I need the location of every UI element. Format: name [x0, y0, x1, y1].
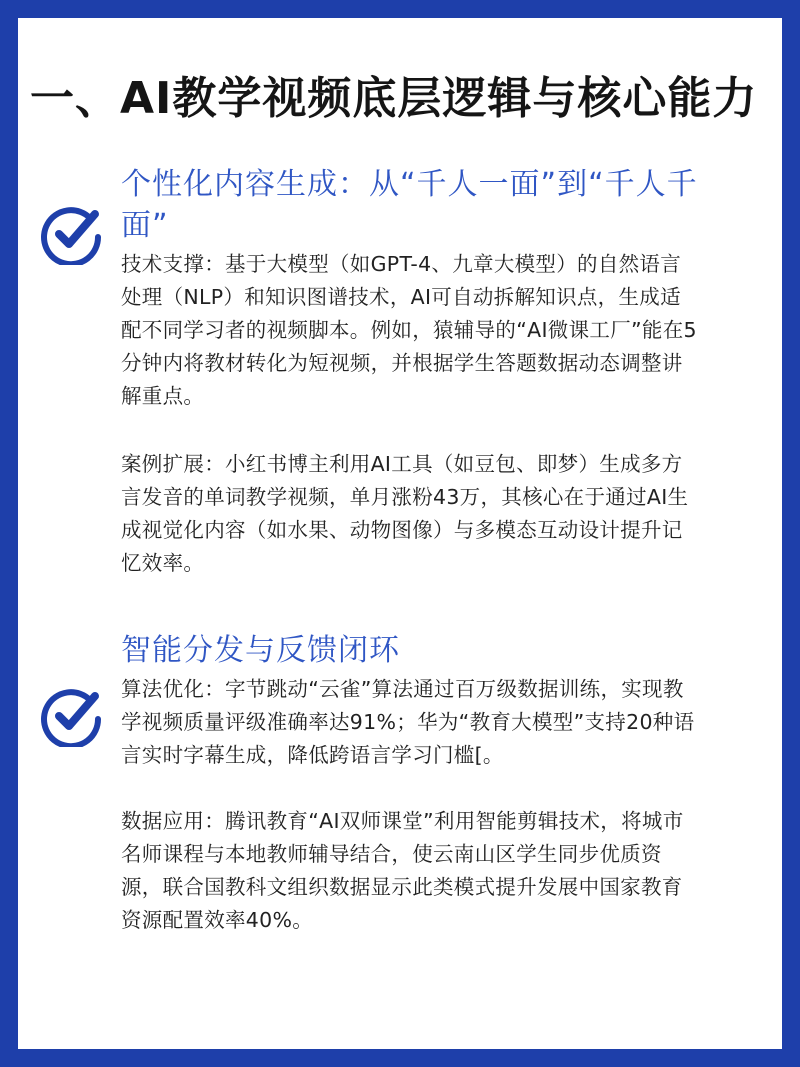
check-circle-icon	[40, 683, 104, 747]
check-circle-icon	[40, 201, 104, 265]
section-paragraph-algorithm: 算法优化：字节跳动“云雀”算法通过百万级数据训练，实现教学视频质量评级准确率达91%；华为“教育大模型”支持20种语言实时字幕生成，降低跨语言学习门槛[。	[121, 677, 695, 767]
section-paragraph-case: 案例扩展：小红书博主利用AI工具（如豆包、即梦）生成多方言发音的单词教学视频，单月涨粉43万，其核心在于通过AI生成视觉化内容（如水果、动物图像）与多模态互动设计提升记忆效率。	[121, 452, 689, 575]
page-title: 一、AI教学视频底层逻辑与核心能力	[30, 73, 758, 124]
section-paragraph-tech: 技术支撑：基于大模型（如GPT-4、九章大模型）的自然语言处理（NLP）和知识图谱技术，AI可自动拆解知识点，生成适配不同学习者的视频脚本。例如，猿辅导的“AI微课工厂”能在5分钟内将教材转化为短视频，并根据学生答题数据动态调整讲解重点。	[121, 252, 697, 408]
section-heading-personalized: 个性化内容生成：从“千人一面”到“千人千面”	[121, 167, 698, 243]
section-heading-distribution: 智能分发与反馈闭环	[121, 633, 400, 668]
section-paragraph-data: 数据应用：腾讯教育“AI双师课堂”利用智能剪辑技术，将城市名师课程与本地教师辅导结合，使云南山区学生同步优质资源，联合国教科文组织数据显示此类模式提升发展中国家教育资源配置效率40%。	[121, 809, 684, 932]
